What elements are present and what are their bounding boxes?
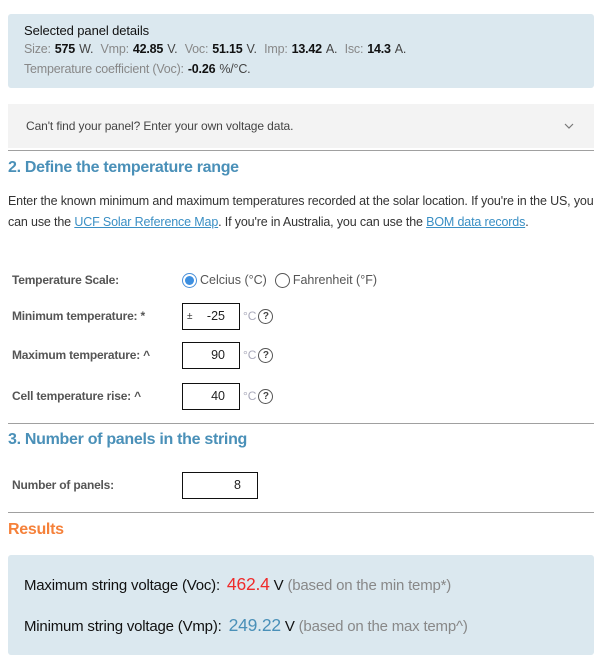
results-heading: Results [8,521,64,538]
temperature-scale-radio-group [182,273,381,288]
chevron-down-icon[interactable] [554,116,584,136]
temperature-scale-label: Temperature Scale: [12,273,119,287]
divider [8,150,594,151]
section-3-heading: 3. Number of panels in the string [8,431,248,448]
min-temperature-label: Minimum temperature: * [12,309,145,323]
max-voltage-note: (based on the min temp*) [287,577,452,594]
tempcoef-label: Temperature coefficient (Voc): [24,62,184,76]
temp-coefficient-line [24,59,594,79]
tempcoef-value: -0.26 [187,62,216,76]
radio-fahrenheit-label: Fahrenheit (°F) [292,273,378,287]
bom-data-records-link[interactable]: BOM data records [426,215,526,229]
max-voltage-label: Maximum string voltage (Voc): [24,577,220,594]
max-temperature-unit: °C [243,348,257,362]
vmp-unit: V. [167,42,178,56]
min-voltage-value: 249.22 [228,615,281,635]
intro-text-part1: Enter the known minimum and maximum temperatures recorded at the solar location. If you're in the US, you can use the [8,194,594,229]
accordion-label: Can't find your panel? Enter your own voltage data. [26,119,294,133]
min-voltage-label: Minimum string voltage (Vmp): [24,618,222,635]
cell-temperature-rise-unit: °C [243,389,257,403]
voc-unit: V. [246,42,257,56]
plus-minus-toggle[interactable]: ± [187,310,193,322]
temperature-scale-row [12,266,381,294]
divider [8,423,594,424]
cell-temperature-rise-value: 40 [211,389,225,403]
help-icon[interactable]: ? [258,309,273,324]
intro-text-part3: . [525,215,529,229]
size-unit: W. [79,42,94,56]
ucf-solar-reference-map-link[interactable]: UCF Solar Reference Map [74,215,219,229]
cell-temperature-rise-label: Cell temperature rise: ^ [12,389,141,403]
max-voltage-value: 462.4 [226,574,270,594]
number-of-panels-row [12,471,258,499]
voc-label: Voc: [184,42,209,56]
min-temperature-value: -25 [206,309,225,323]
isc-value: 14.3 [367,42,391,56]
divider [8,512,594,513]
radio-fahrenheit-circle[interactable] [275,273,290,288]
min-voltage-unit: V [284,618,295,635]
radio-fahrenheit[interactable] [275,273,377,288]
max-string-voltage-line [24,572,594,613]
radio-celsius[interactable] [182,273,267,288]
imp-unit: A. [325,42,338,56]
max-temperature-input[interactable] [182,342,240,369]
imp-label: Imp: [264,42,288,56]
help-icon[interactable]: ? [258,348,273,363]
min-temperature-unit: °C [243,309,257,323]
cell-temperature-rise-input[interactable] [182,383,240,410]
isc-unit: A. [394,42,407,56]
vmp-label: Vmp: [100,42,129,56]
tempcoef-unit: %/°C. [219,62,251,76]
cell-temperature-rise-row [12,382,273,410]
voc-value: 51.15 [212,42,243,56]
max-temperature-row [12,341,273,369]
number-of-panels-label: Number of panels: [12,478,114,492]
size-label: Size: [24,42,51,56]
number-of-panels-input[interactable] [182,472,258,499]
size-value: 575 [54,42,76,56]
panel-specs-line [24,39,594,59]
section-2-heading: 2. Define the temperature range [8,159,239,176]
help-icon[interactable]: ? [258,389,273,404]
max-temperature-value: 90 [211,348,225,362]
radio-celsius-label: Celcius (°C) [200,273,267,287]
intro-text-part2: . If you're in Australia, you can use the [218,215,427,229]
number-of-panels-value: 8 [234,478,241,492]
isc-label: Isc: [344,42,364,56]
custom-voltage-accordion[interactable] [8,104,594,148]
min-temperature-input[interactable] [182,303,240,330]
max-voltage-unit: V [273,577,284,594]
panel-details-title: Selected panel details [24,23,150,38]
selected-panel-details [8,14,594,88]
temperature-intro-text [8,191,594,233]
min-string-voltage-line [24,613,594,654]
imp-value: 13.42 [291,42,322,56]
max-temperature-label: Maximum temperature: ^ [12,348,150,362]
min-temperature-row [12,302,273,330]
radio-celsius-circle[interactable] [182,273,197,288]
vmp-value: 42.85 [132,42,164,56]
min-voltage-note: (based on the max temp^) [298,618,468,635]
results-box [8,555,594,655]
